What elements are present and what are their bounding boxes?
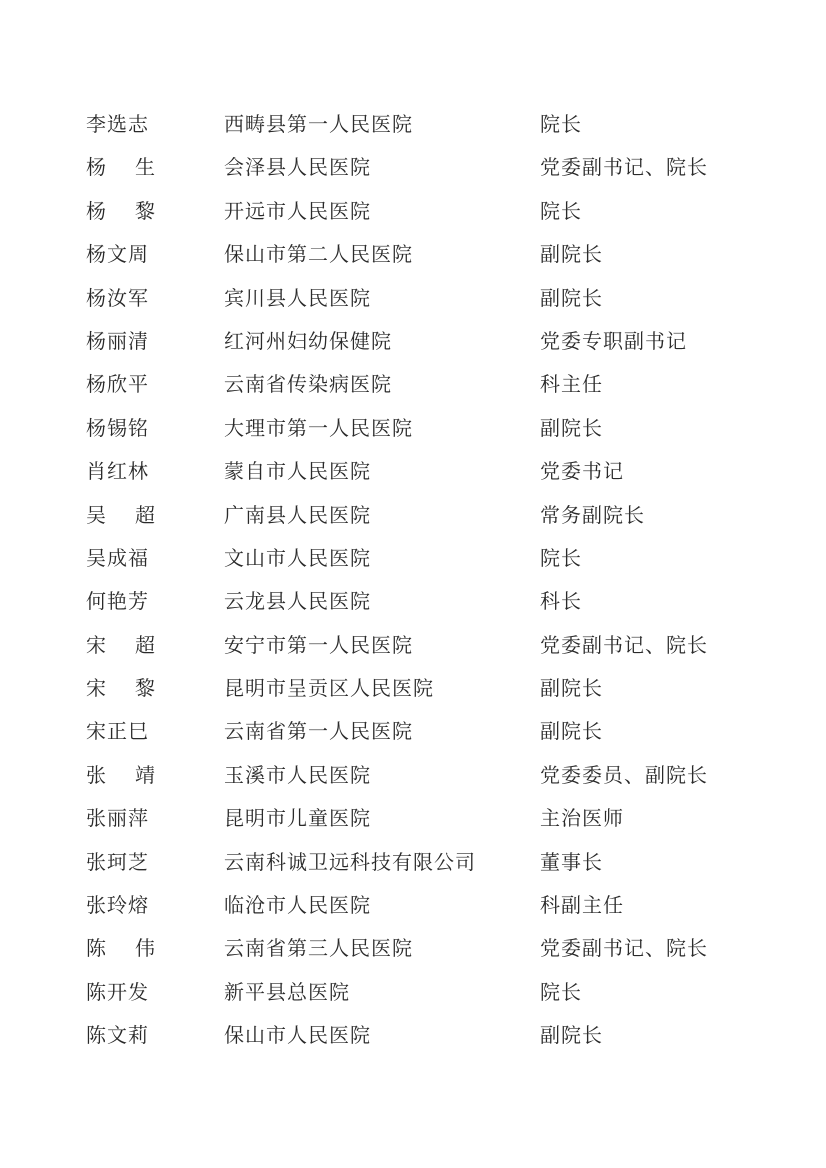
person-name: 宋正巳	[86, 719, 149, 744]
work-unit: 云龙县人民医院	[224, 589, 371, 614]
job-title: 党委委员、副院长	[540, 762, 708, 787]
list-row	[0, 233, 826, 276]
person-name: 何艳芳	[86, 589, 149, 614]
person-name: 吴成福	[86, 545, 149, 570]
list-row	[0, 450, 826, 493]
work-unit: 保山市第二人民医院	[224, 242, 413, 267]
person-name: 杨欣平	[86, 372, 149, 397]
list-row	[0, 320, 826, 363]
job-title: 科长	[540, 589, 582, 614]
job-title: 董事长	[540, 849, 603, 874]
person-name: 张玲熔	[86, 893, 149, 918]
list-row	[0, 103, 826, 146]
work-unit: 广南县人民医院	[224, 502, 371, 527]
work-unit: 大理市第一人民医院	[224, 415, 413, 440]
work-unit: 安宁市第一人民医院	[224, 632, 413, 657]
list-row	[0, 754, 826, 797]
job-title: 副院长	[540, 242, 603, 267]
work-unit: 临沧市人民医院	[224, 893, 371, 918]
list-row	[0, 190, 826, 233]
work-unit: 玉溪市人民医院	[224, 762, 371, 787]
work-unit: 新平县总医院	[224, 979, 350, 1004]
person-name: 杨黎	[86, 198, 184, 223]
person-name: 杨锡铭	[86, 415, 149, 440]
person-name: 张珂芝	[86, 849, 149, 874]
work-unit: 保山市人民医院	[224, 1023, 371, 1048]
job-title: 院长	[540, 112, 582, 136]
work-unit: 文山市人民医院	[224, 545, 371, 570]
person-name: 杨生	[86, 155, 184, 180]
list-row	[0, 667, 826, 710]
work-unit: 宾川县人民医院	[224, 285, 371, 310]
person-name: 杨丽清	[86, 328, 149, 353]
person-name: 陈开发	[86, 979, 149, 1004]
person-name: 李选志	[86, 112, 149, 136]
list-row	[0, 494, 826, 537]
work-unit: 开远市人民医院	[224, 198, 371, 223]
job-title: 副院长	[540, 719, 603, 744]
person-name: 肖红林	[86, 459, 149, 484]
name-list	[0, 103, 826, 1058]
list-row	[0, 146, 826, 189]
person-name: 张丽萍	[86, 806, 149, 831]
job-title: 党委副书记、院长	[540, 936, 708, 961]
list-row	[0, 363, 826, 406]
person-name: 吴超	[86, 502, 184, 527]
person-name: 张靖	[86, 762, 184, 787]
job-title: 党委副书记、院长	[540, 155, 708, 180]
list-row	[0, 971, 826, 1014]
job-title: 科副主任	[540, 893, 624, 918]
work-unit: 云南省第三人民医院	[224, 936, 413, 961]
person-name: 陈伟	[86, 936, 184, 961]
list-row	[0, 580, 826, 623]
job-title: 主治医师	[540, 806, 624, 831]
job-title: 党委副书记、院长	[540, 632, 708, 657]
work-unit: 昆明市呈贡区人民医院	[224, 676, 434, 701]
job-title: 党委专职副书记	[540, 328, 687, 353]
list-row	[0, 624, 826, 667]
job-title: 院长	[540, 198, 582, 223]
work-unit: 会泽县人民医院	[224, 155, 371, 180]
work-unit: 云南科诚卫远科技有限公司	[224, 849, 476, 874]
work-unit: 蒙自市人民医院	[224, 459, 371, 484]
job-title: 常务副院长	[540, 502, 645, 527]
list-row	[0, 797, 826, 840]
list-row	[0, 884, 826, 927]
work-unit: 红河州妇幼保健院	[224, 328, 392, 353]
job-title: 科主任	[540, 372, 603, 397]
person-name: 杨汝军	[86, 285, 149, 310]
job-title: 院长	[540, 979, 582, 1004]
work-unit: 昆明市儿童医院	[224, 806, 371, 831]
list-row	[0, 277, 826, 320]
person-name: 宋超	[86, 632, 184, 657]
job-title: 副院长	[540, 676, 603, 701]
list-row	[0, 927, 826, 970]
list-row	[0, 407, 826, 450]
list-row	[0, 710, 826, 753]
list-row	[0, 1014, 826, 1057]
work-unit: 西畴县第一人民医院	[224, 112, 413, 136]
job-title: 党委书记	[540, 459, 624, 484]
work-unit: 云南省第一人民医院	[224, 719, 413, 744]
work-unit: 云南省传染病医院	[224, 372, 392, 397]
person-name: 陈文莉	[86, 1023, 149, 1048]
job-title: 院长	[540, 545, 582, 570]
list-row	[0, 537, 826, 580]
job-title: 副院长	[540, 1023, 603, 1048]
person-name: 宋黎	[86, 676, 184, 701]
job-title: 副院长	[540, 415, 603, 440]
job-title: 副院长	[540, 285, 603, 310]
list-row	[0, 841, 826, 884]
person-name: 杨文周	[86, 242, 149, 267]
